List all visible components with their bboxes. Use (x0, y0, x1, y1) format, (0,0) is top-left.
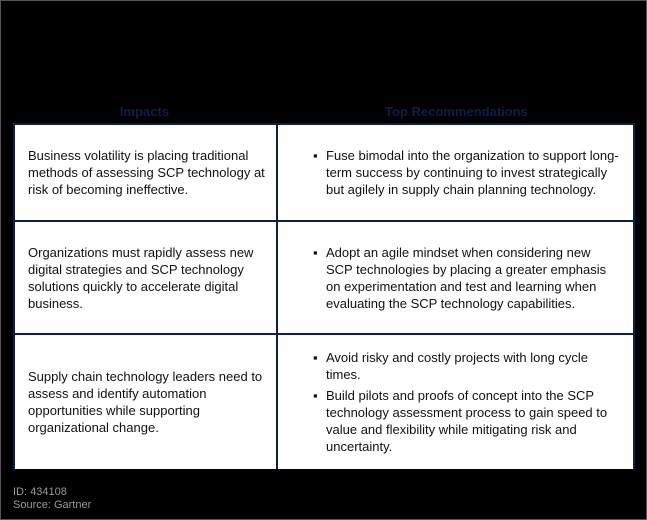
impact-text: Business volatility is placing traditional methods of assessing SCP technology at risk of becoming ineffective. (28, 148, 265, 197)
recommendation-text: Build pilots and proofs of concept into the SCP technology assessment process to gain speed to value and flexibility while mitigating risk and uncertainty. (326, 388, 608, 454)
impacts-recommendations-table (13, 123, 635, 469)
impact-cell (15, 335, 276, 469)
impact-cell (15, 125, 276, 220)
recommendation-text: Adopt an agile mindset when considering new SCP technologies by placing a greater emphasis on experimentation and test and learning when evaluating the SCP technology capabilities. (326, 244, 607, 311)
recommendation-item (313, 349, 619, 383)
source-credit: Source: Gartner (13, 499, 92, 511)
figure-footer (13, 486, 91, 512)
table-row (13, 335, 635, 469)
bullet-icon: ▪ (313, 244, 318, 260)
recommendation-text: Fuse bimodal into the organization to support long-term success by continuing to invest strategically but agilely in supply chain planning technology. (326, 148, 619, 197)
impact-text: Organizations must rapidly assess new digital strategies and SCP technology solutions quickly to accelerate digital business. (28, 244, 254, 311)
impacts-header: Impacts (119, 104, 170, 119)
table-headers (13, 101, 635, 123)
impact-text: Supply chain technology leaders need to assess and identify automation opportunities while supporting organizational change. (28, 369, 263, 435)
recommendation-text: Avoid risky and costly projects with long cycle times. (326, 350, 589, 382)
bullet-icon: ▪ (313, 350, 318, 365)
bullet-icon: ▪ (313, 388, 318, 403)
recommendation-item (313, 244, 619, 312)
recommendation-cell (278, 125, 633, 220)
bullet-icon: ▪ (313, 148, 318, 163)
recommendation-item (313, 147, 619, 198)
table-row (13, 222, 635, 333)
impact-cell (15, 222, 276, 333)
recommendation-cell (278, 335, 633, 469)
recommendations-header: Top Recommendations (385, 104, 528, 119)
recommendation-item (313, 387, 619, 455)
table-row (13, 125, 635, 220)
document-id: ID: 434108 (13, 486, 67, 498)
recommendation-cell (278, 222, 633, 333)
